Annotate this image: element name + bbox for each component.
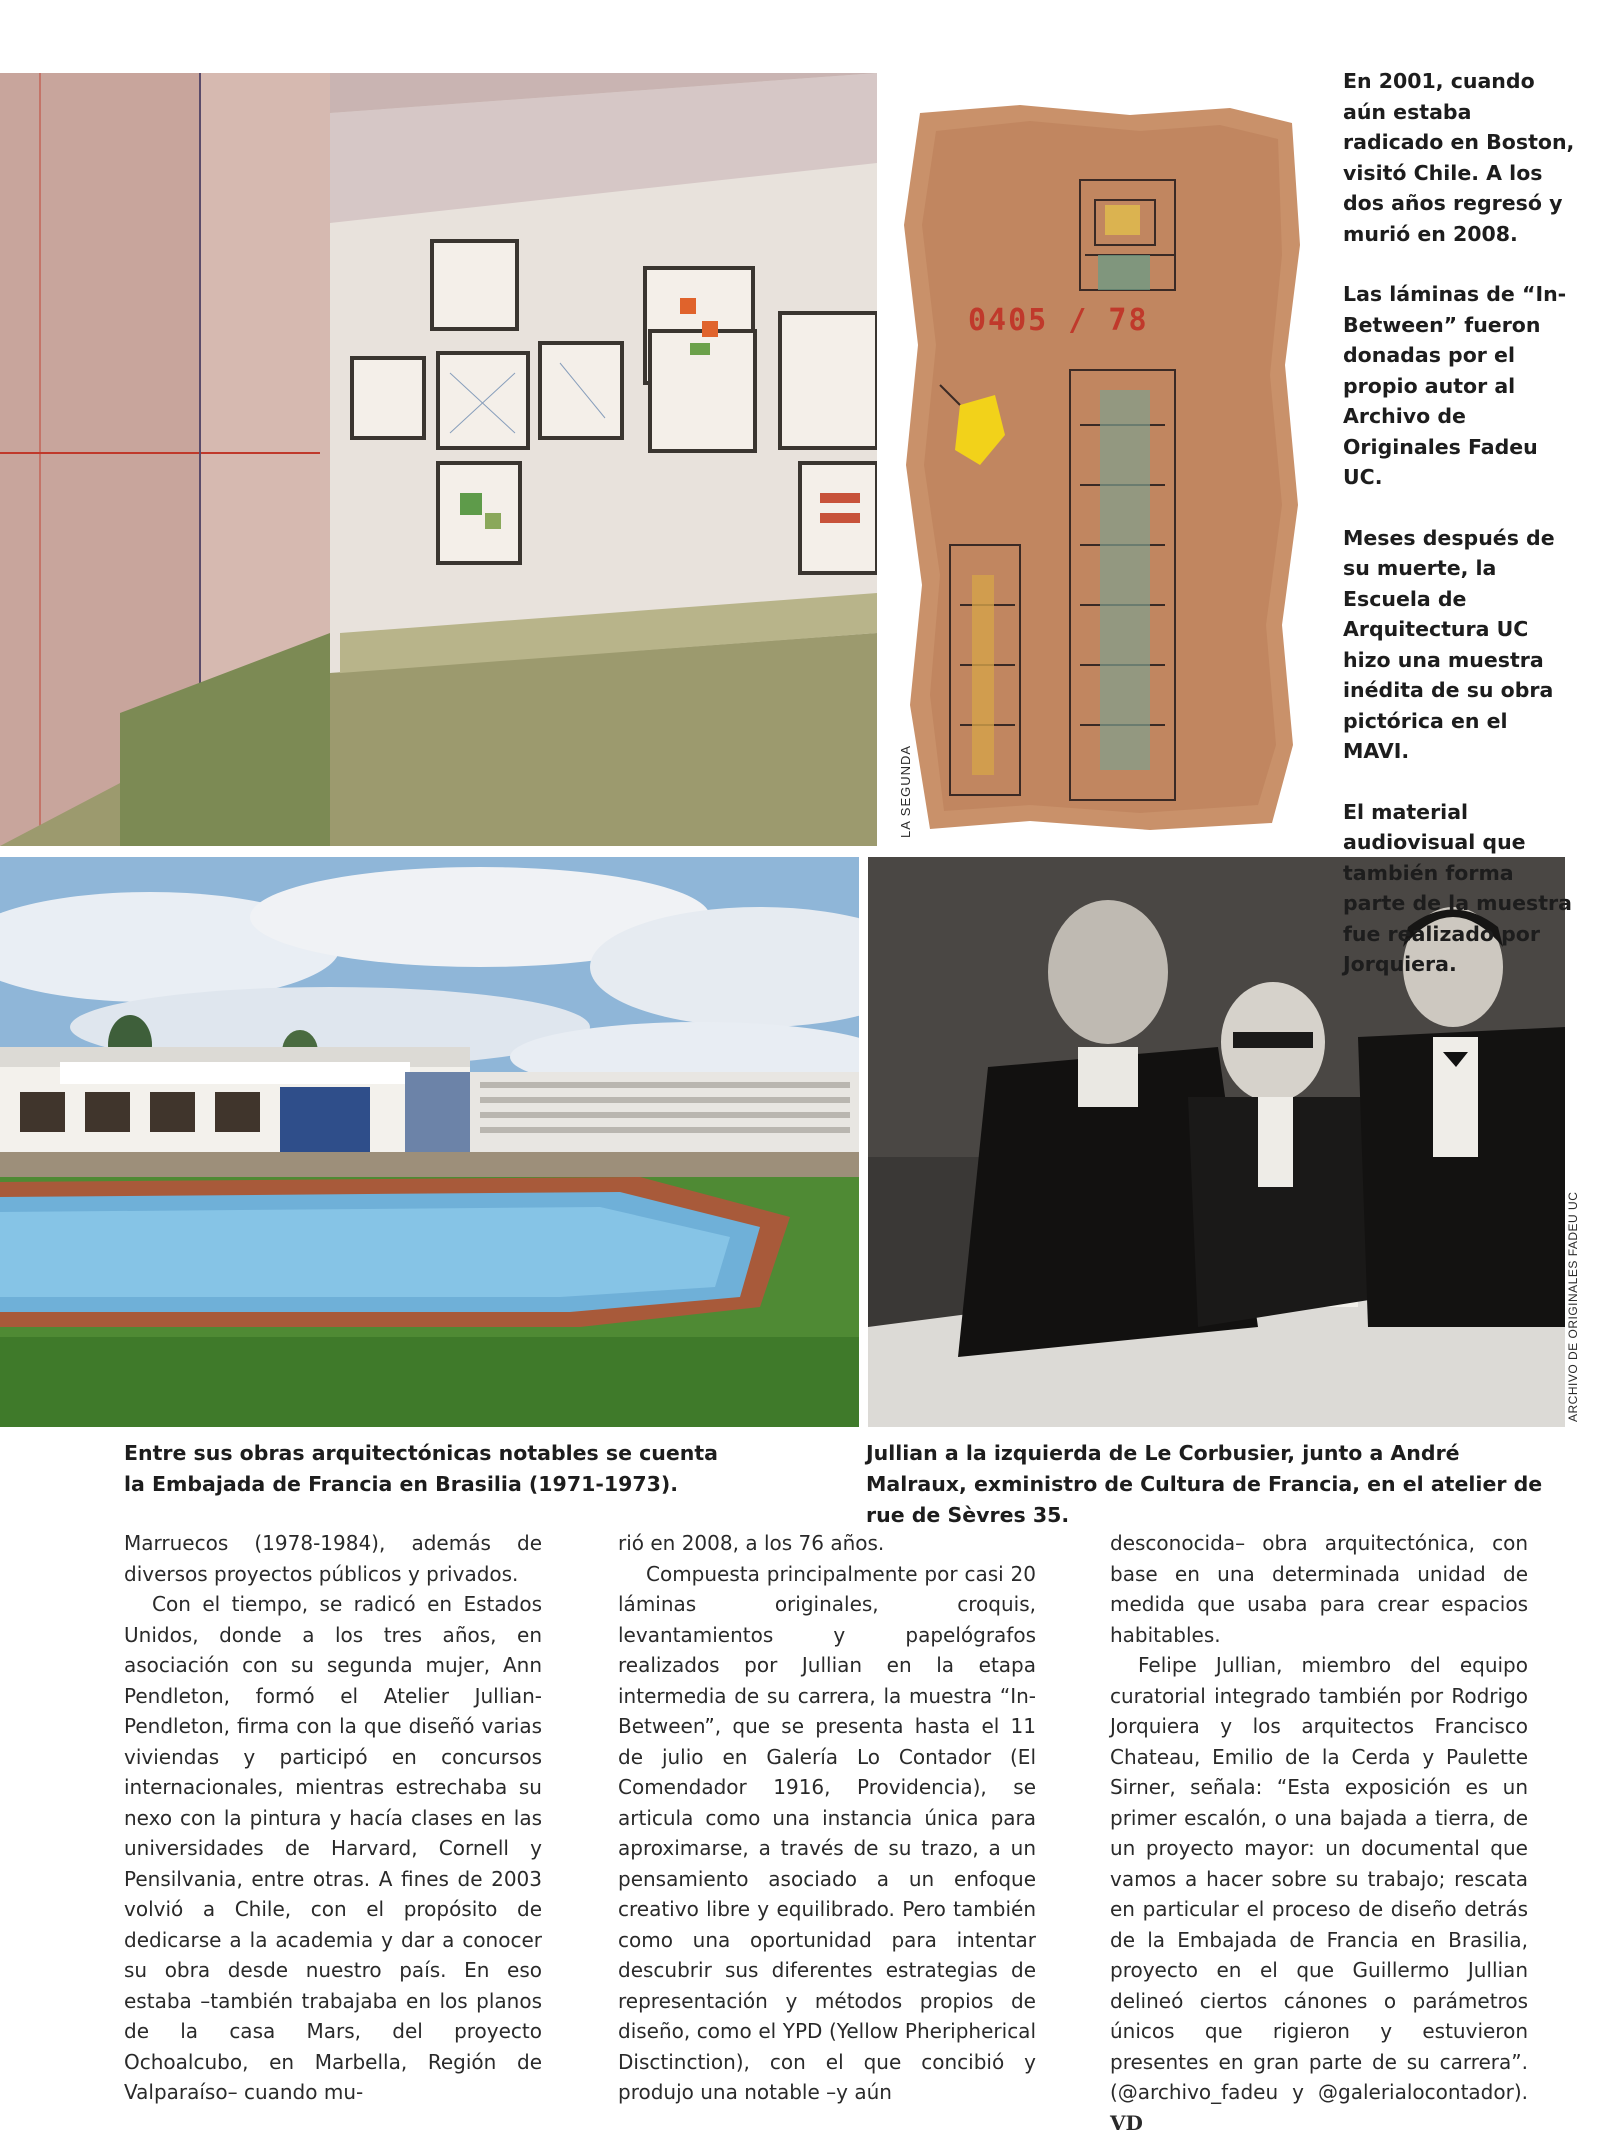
article-paragraph: desconocida– obra arquitectónica, con base en una determinada unidad de medida que usaba para crear espacios habitables. bbox=[1110, 1531, 1528, 1647]
article-column-1 bbox=[124, 1528, 542, 2108]
sidebar-paragraph: El material audiovisual que también forma parte de la muestra fue realizado por Jorquiera. bbox=[1343, 799, 1572, 976]
article-column-2 bbox=[618, 1528, 1036, 2108]
embassy-photo bbox=[0, 857, 859, 1427]
meeting-caption: Jullian a la izquierda de Le Corbusier, junto a André Malraux, exministro de Cultura de Francia, en el atelier de rue de Sèvres 35. bbox=[866, 1441, 1543, 1527]
sketch-label: 0405 / 78 bbox=[968, 303, 1149, 338]
sidebar-paragraph: Las láminas de “In-Between” fueron donadas por el propio autor al Archivo de Originales Fadeu UC. bbox=[1343, 282, 1567, 489]
gallery-photo bbox=[0, 73, 877, 846]
sidebar-paragraph: Meses después de su muerte, la Escuela de Arquitectura UC hizo una muestra inédita de su obra pictórica en el MAVI. bbox=[1343, 525, 1555, 763]
article-paragraph bbox=[1110, 1650, 1528, 2138]
sidebar-paragraph: En 2001, cuando aún estaba radicado en Boston, visitó Chile. A los dos años regresó y murió en 2008. bbox=[1343, 69, 1575, 246]
embassy-caption: Entre sus obras arquitectónicas notables se cuenta la Embajada de Francia en Brasilia (1971-1973). bbox=[124, 1441, 719, 1496]
author-signature: VD bbox=[1110, 2110, 1143, 2135]
article-paragraph-text: Felipe Jullian, miembro del equipo curatorial integrado también por Rodrigo Jorquiera y los arquitectos Francisco Chateau, Emilio de la Cerda y Paulette Sirner, señala: “Esta exposición es un primer escalón, o una bajada a tierra, de un proyecto mayor: un documental que vamos a hacer sobre su trabajo; rescata en particular el proceso de diseño detrás de la Embajada de Francia en Brasilia, proyecto en el que Guillermo Jullian delineó ciertos cánones o parámetros únicos que rigieron y estuvieron presentes en gran parte de su carrera”. (@archivo_fadeu y @galerialocontador). bbox=[1110, 1653, 1528, 2104]
article-paragraph: Marruecos (1978-1984), además de diversos proyectos públicos y privados. bbox=[124, 1531, 542, 1586]
article-paragraph: Con el tiempo, se radicó en Estados Unidos, donde a los tres años, en asociación con su segunda mujer, Ann Pendleton, formó el Atelier Jullian-Pendleton, firma con la que diseñó varias viviendas y participó en concursos internacionales, mientras estrechaba su nexo con la pintura y hacía clases en las universidades de Harvard, Cornell y Pensilvania, entre otras. A fines de 2003 volvió a Chile, con el propósito de dedicarse a la academia y dar a conocer su obra desde nuestro país. En eso estaba –también trabajaba en los planos de la casa Mars, del proyecto Ochoalcubo, en Marbella, Región de Valparaíso– cuando mu- bbox=[124, 1592, 542, 2104]
article-paragraph: rió en 2008, a los 76 años. bbox=[618, 1531, 885, 1555]
meeting-photo-credit: ARCHIVO DE ORIGINALES FADEU UC bbox=[1566, 1191, 1580, 1422]
article-paragraph: Compuesta principalmente por casi 20 láminas originales, croquis, levantamientos y papelógrafos realizados por Jullian en la etapa intermedia de su carrera, la muestra “In-Between”, que se presenta hasta el 11 de julio en Galería Lo Contador (El Comendador 1916, Providencia), se articula como una instancia única para aproximarse, a través de su trazo, a un pensamiento asociado a un enfoque creativo libre y equilibrado. Pero también como una oportunidad para intentar descubrir sus diferentes estrategias de representación y métodos propios de diseño, como el YPD (Yellow Pheripherical Disctinction), con el que concibió y produjo una notable –y aún bbox=[618, 1561, 1036, 2104]
article-column-3 bbox=[1110, 1528, 1528, 2138]
sketch-drawing bbox=[900, 105, 1305, 830]
gallery-photo-credit: LA SEGUNDA bbox=[898, 744, 913, 838]
sidebar-facts bbox=[1343, 66, 1575, 1010]
